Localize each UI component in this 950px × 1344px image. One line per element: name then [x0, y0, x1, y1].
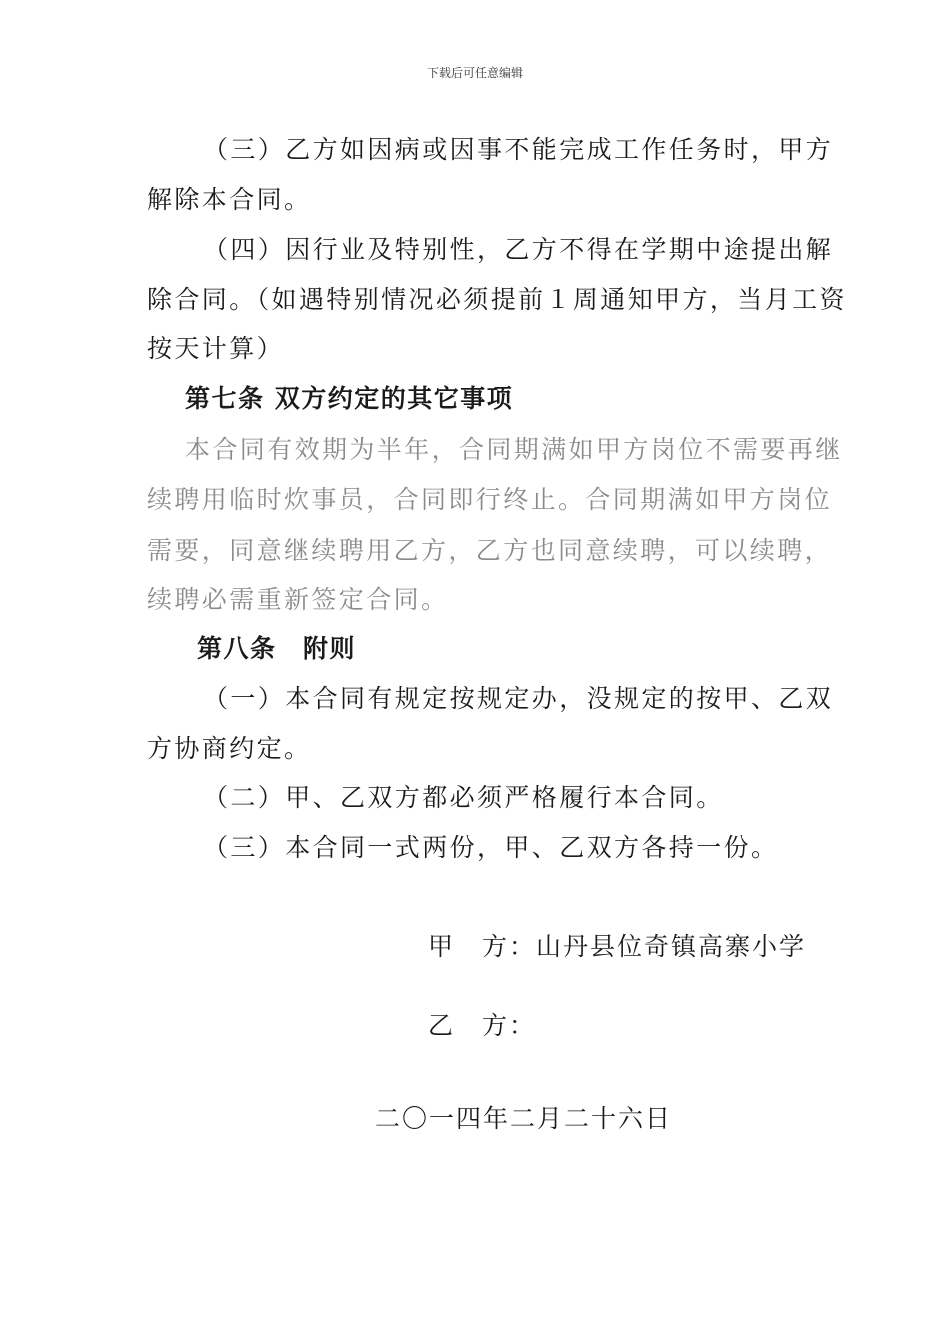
- article-7-heading: 第七条 双方约定的其它事项: [185, 384, 514, 413]
- article-7-line-4: 续聘必需重新签定合同。: [147, 585, 449, 614]
- clause-6-4-line-2: 除合同。（如遇特别情况必须提前１周通知甲方，当月工资: [147, 285, 847, 314]
- article-8-heading: 第八条 附则: [197, 634, 357, 663]
- article-7-line-2: 续聘用临时炊事员，合同即行终止。合同期满如甲方岗位: [147, 485, 833, 514]
- clause-8-1-line-2: 方协商约定。: [147, 734, 312, 763]
- clause-8-1-line-1: （一）本合同有规定按规定办，没规定的按甲、乙双: [203, 684, 834, 713]
- article-7-line-3: 需要，同意继续聘用乙方，乙方也同意续聘，可以续聘，: [147, 536, 833, 565]
- article-7-line-1: 本合同有效期为半年，合同期满如甲方岗位不需要再继: [185, 435, 843, 464]
- party-b-label: 乙 方：: [428, 1011, 537, 1040]
- clause-6-4-line-1: （四）因行业及特别性，乙方不得在学期中途提出解: [203, 235, 834, 264]
- party-b-signature: [428, 1010, 536, 1042]
- clause-6-4-line-3: 按天计算）: [147, 334, 285, 363]
- party-a-name: 山丹县位奇镇高寨小学: [536, 932, 807, 961]
- clause-8-3: （三）本合同一式两份，甲、乙双方各持一份。: [203, 833, 779, 862]
- party-a-label: 甲 方：: [428, 932, 537, 961]
- party-a-signature: [428, 931, 806, 963]
- clause-6-3-line-2: 解除本合同。: [147, 185, 312, 214]
- page-header: 下载后可任意编辑: [426, 66, 523, 80]
- clause-6-3-line-1: （三）乙方如因病或因事不能完成工作任务时，甲方: [203, 135, 834, 164]
- clause-8-2: （二）甲、乙双方都必须严格履行本合同。: [203, 783, 724, 812]
- signing-date: 二〇一四年二月二十六日: [375, 1104, 673, 1133]
